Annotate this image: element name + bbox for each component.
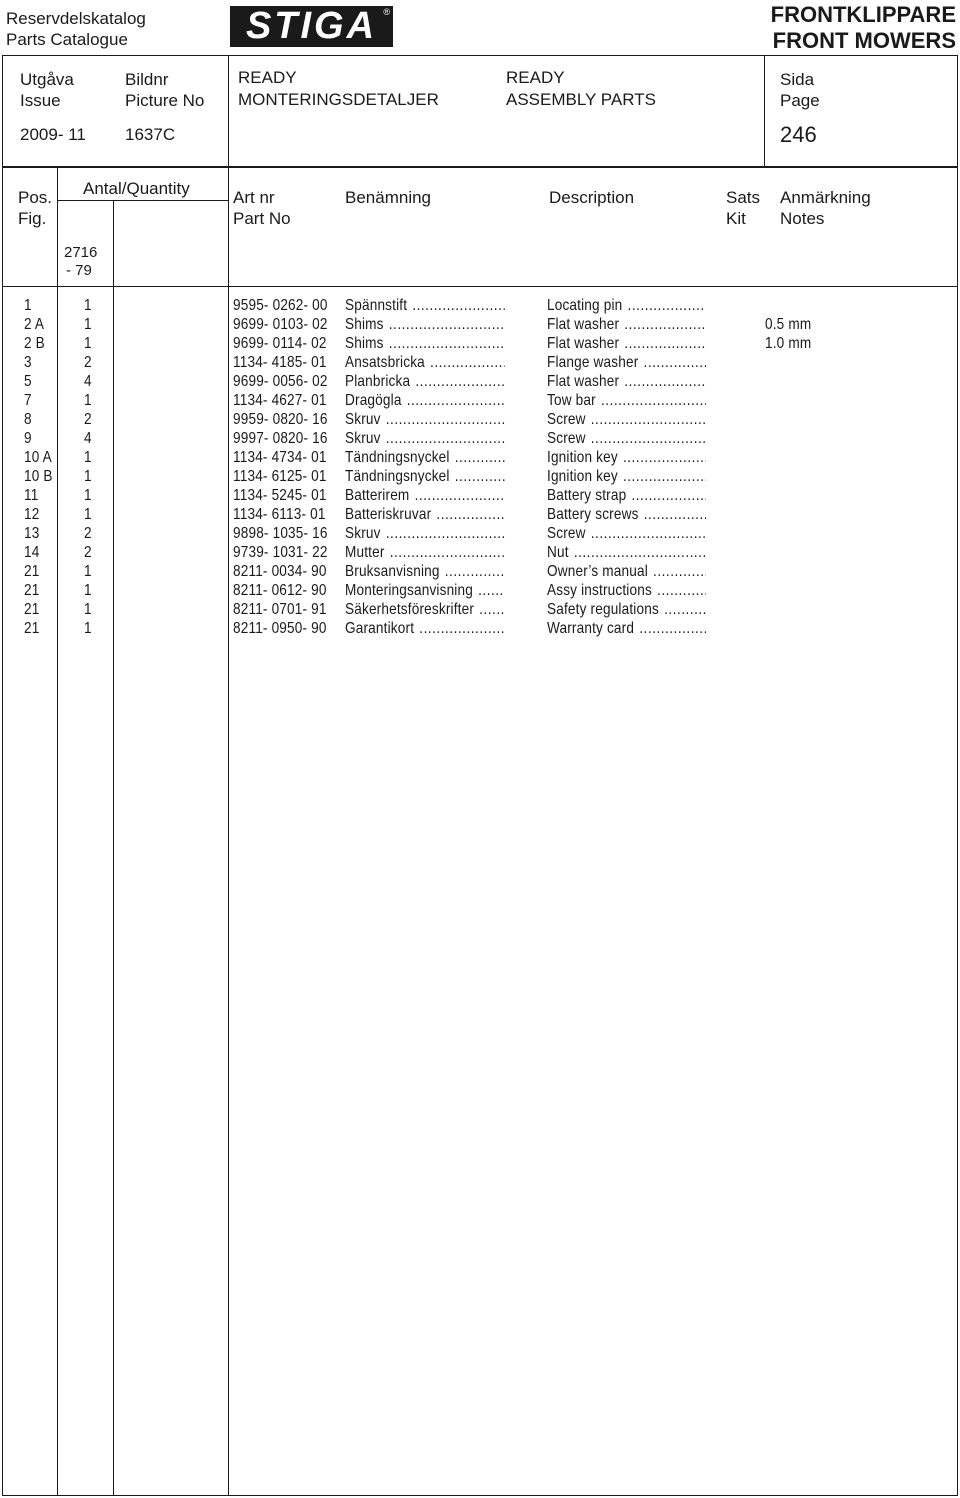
header-divider-right <box>764 55 765 167</box>
column-header-anmarkning: Anmärkning <box>780 188 871 207</box>
row-desc-en: Assy instructions ..... <box>547 581 706 600</box>
row-part-no: 9595- 0262- 00 <box>233 297 328 314</box>
column-header-art-nr: Art nr <box>233 188 275 207</box>
row-pos: 2 B <box>24 335 45 352</box>
row-qty: 1 <box>84 620 92 637</box>
row-qty: 1 <box>84 297 92 314</box>
row-desc-en: Flat washer ..... <box>547 372 706 391</box>
row-note: 0.5 mm <box>765 316 812 333</box>
model-number-line2: - 79 <box>66 262 92 279</box>
row-part-no: 1134- 4185- 01 <box>233 354 327 371</box>
row-desc-en: Owner’s manual ..... <box>547 562 706 581</box>
row-name-sv: Skruv ..... <box>345 429 505 448</box>
column-header-benamning: Benämning <box>345 188 432 207</box>
row-qty: 2 <box>84 411 92 428</box>
row-desc-en: Ignition key ..... <box>547 467 706 486</box>
row-name-sv: Planbricka ..... <box>345 372 505 391</box>
table-row <box>0 334 960 353</box>
row-desc-en: Battery screws ..... <box>547 505 706 524</box>
table-row <box>0 315 960 334</box>
row-desc-en: Screw ..... <box>547 410 706 429</box>
stiga-logo-text: STIGA <box>245 5 378 47</box>
row-desc-en: Flat washer ..... <box>547 315 706 334</box>
row-pos: 21 <box>24 620 40 637</box>
row-desc-en: Warranty card ..... <box>547 619 706 638</box>
row-qty: 1 <box>84 563 92 580</box>
table-row <box>0 467 960 486</box>
row-pos: 21 <box>24 601 40 618</box>
row-qty: 1 <box>84 316 92 333</box>
row-qty: 1 <box>84 335 92 352</box>
row-pos: 9 <box>24 430 32 447</box>
row-part-no: 8211- 0701- 91 <box>233 601 327 618</box>
table-row <box>0 296 960 315</box>
row-pos: 3 <box>24 354 32 371</box>
table-row <box>0 619 960 638</box>
issue-label-sv: Utgåva <box>20 70 74 89</box>
column-header-description: Description <box>549 188 635 207</box>
row-note: 1.0 mm <box>765 335 812 352</box>
title-sv-line2: MONTERINGSDETALJER <box>238 90 439 109</box>
catalog-title-en: Parts Catalogue <box>6 30 128 49</box>
row-pos: 21 <box>24 582 40 599</box>
row-part-no: 8211- 0950- 90 <box>233 620 327 637</box>
table-row <box>0 448 960 467</box>
row-part-no: 9959- 0820- 16 <box>233 411 328 428</box>
row-name-sv: Ansatsbricka ..... <box>345 353 505 372</box>
row-qty: 2 <box>84 544 92 561</box>
row-pos: 1 <box>24 297 32 314</box>
row-name-sv: Shims ..... <box>345 334 505 353</box>
row-part-no: 8211- 0034- 90 <box>233 563 327 580</box>
title-en-line2: ASSEMBLY PARTS <box>506 90 656 109</box>
issue-value: 2009- 11 <box>20 125 86 144</box>
row-qty: 1 <box>84 468 92 485</box>
column-header-pos: Pos. <box>18 188 53 207</box>
table-row <box>0 524 960 543</box>
row-part-no: 1134- 4734- 01 <box>233 449 327 466</box>
row-pos: 5 <box>24 373 32 390</box>
registered-mark: ® <box>383 7 390 17</box>
row-name-sv: Mutter ..... <box>345 543 505 562</box>
picture-value: 1637C <box>125 125 176 144</box>
row-part-no: 9898- 1035- 16 <box>233 525 328 542</box>
row-qty: 4 <box>84 373 92 390</box>
row-part-no: 9739- 1031- 22 <box>233 544 328 561</box>
row-qty: 1 <box>84 449 92 466</box>
row-pos: 2 A <box>24 316 45 333</box>
column-header-fig: Fig. <box>18 209 47 228</box>
row-name-sv: Shims ..... <box>345 315 505 334</box>
row-desc-en: Battery strap ..... <box>547 486 706 505</box>
page-number: 246 <box>780 122 817 147</box>
table-row <box>0 353 960 372</box>
row-name-sv: Säkerhetsföreskrifter ..... <box>345 600 505 619</box>
category-sv: FRONTKLIPPARE <box>770 2 956 27</box>
row-part-no: 8211- 0612- 90 <box>233 582 327 599</box>
title-sv-line1: READY <box>238 68 297 87</box>
column-header-sats: Sats <box>726 188 761 207</box>
row-name-sv: Bruksanvisning ..... <box>345 562 505 581</box>
title-en-line1: READY <box>506 68 565 87</box>
category-en: FRONT MOWERS <box>772 28 956 53</box>
row-pos: 8 <box>24 411 32 428</box>
row-part-no: 1134- 5245- 01 <box>233 487 327 504</box>
model-number-line1: 2716 <box>64 244 98 261</box>
table-row <box>0 543 960 562</box>
row-pos: 7 <box>24 392 32 409</box>
row-part-no: 1134- 6125- 01 <box>233 468 327 485</box>
row-name-sv: Tändningsnyckel ..... <box>345 448 505 467</box>
row-qty: 1 <box>84 487 92 504</box>
stiga-logo <box>230 6 393 47</box>
row-desc-en: Screw ..... <box>547 524 706 543</box>
row-name-sv: Batterirem ..... <box>345 486 505 505</box>
row-qty: 1 <box>84 582 92 599</box>
table-row <box>0 372 960 391</box>
row-pos: 13 <box>24 525 40 542</box>
issue-label-en: Issue <box>20 91 61 110</box>
page-label-sv: Sida <box>780 70 815 89</box>
table-row <box>0 600 960 619</box>
row-name-sv: Garantikort ..... <box>345 619 505 638</box>
row-desc-en: Nut ..... <box>547 543 706 562</box>
table-row <box>0 410 960 429</box>
row-desc-en: Flat washer ..... <box>547 334 706 353</box>
row-pos: 10 B <box>24 468 53 485</box>
table-row <box>0 429 960 448</box>
column-header-part-no: Part No <box>233 209 291 228</box>
table-row <box>0 486 960 505</box>
row-pos: 10 A <box>24 449 52 466</box>
row-name-sv: Monteringsanvisning ..... <box>345 581 505 600</box>
row-desc-en: Safety regulations ..... <box>547 600 706 619</box>
picture-label-en: Picture No <box>125 91 205 110</box>
row-part-no: 9699- 0114- 02 <box>233 335 327 352</box>
qty-header-underline <box>57 200 228 201</box>
column-header-notes: Notes <box>780 209 825 228</box>
row-qty: 2 <box>84 354 92 371</box>
row-desc-en: Ignition key ..... <box>547 448 706 467</box>
row-part-no: 1134- 6113- 01 <box>233 506 326 523</box>
table-row <box>0 581 960 600</box>
row-name-sv: Spännstift ..... <box>345 296 505 315</box>
table-row <box>0 391 960 410</box>
picture-label-sv: Bildnr <box>125 70 169 89</box>
row-part-no: 9997- 0820- 16 <box>233 430 328 447</box>
row-part-no: 1134- 4627- 01 <box>233 392 327 409</box>
row-desc-en: Locating pin ..... <box>547 296 706 315</box>
row-name-sv: Skruv ..... <box>345 410 505 429</box>
header-divider-left <box>228 55 229 167</box>
column-header-quantity: Antal/Quantity <box>83 179 190 198</box>
column-header-kit: Kit <box>726 209 746 228</box>
catalog-title-sv: Reservdelskatalog <box>6 9 146 28</box>
row-pos: 21 <box>24 563 40 580</box>
row-qty: 1 <box>84 506 92 523</box>
row-desc-en: Flange washer ..... <box>547 353 706 372</box>
table-row <box>0 562 960 581</box>
table-row <box>0 505 960 524</box>
row-qty: 4 <box>84 430 92 447</box>
row-pos: 12 <box>24 506 40 523</box>
row-name-sv: Batteriskruvar ..... <box>345 505 505 524</box>
row-name-sv: Tändningsnyckel ..... <box>345 467 505 486</box>
row-desc-en: Screw ..... <box>547 429 706 448</box>
row-pos: 14 <box>24 544 40 561</box>
row-name-sv: Skruv ..... <box>345 524 505 543</box>
row-part-no: 9699- 0103- 02 <box>233 316 328 333</box>
row-qty: 1 <box>84 392 92 409</box>
row-part-no: 9699- 0056- 02 <box>233 373 328 390</box>
page-label-en: Page <box>780 91 820 110</box>
row-qty: 1 <box>84 601 92 618</box>
row-desc-en: Tow bar ..... <box>547 391 706 410</box>
row-name-sv: Dragögla ..... <box>345 391 505 410</box>
row-qty: 2 <box>84 525 92 542</box>
column-header-separator <box>2 286 958 287</box>
row-pos: 11 <box>24 487 39 504</box>
